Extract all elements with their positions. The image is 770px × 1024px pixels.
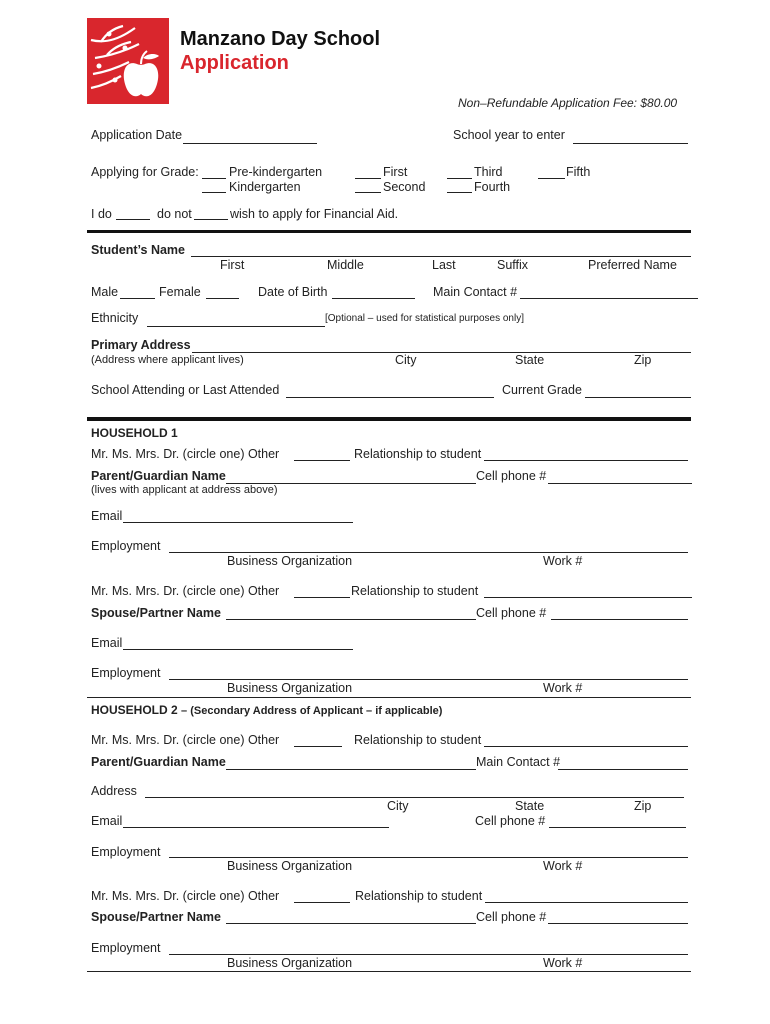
doc-title: Application: [180, 52, 289, 74]
grade-fifth-blank[interactable]: [538, 178, 565, 179]
h2-pg-name-field[interactable]: [226, 769, 476, 770]
grade-first-label: First: [383, 165, 408, 179]
grade-prek-blank[interactable]: [202, 178, 226, 179]
grade-first-blank[interactable]: [355, 178, 381, 179]
grade-fifth-label: Fifth: [566, 165, 591, 179]
grade-third-label: Third: [474, 165, 503, 179]
h1-spouse-cell-field[interactable]: [551, 619, 688, 620]
school-year-field[interactable]: [573, 143, 688, 144]
h1-spouse-name-label: Spouse/Partner Name: [91, 606, 221, 620]
h1-pg-name-label: Parent/Guardian Name: [91, 469, 226, 483]
h2-spouse-cell-label: Cell phone #: [476, 910, 547, 924]
grade-k-blank[interactable]: [202, 192, 226, 193]
h2-spouse-relationship-field[interactable]: [485, 902, 688, 903]
h2-spouse-name-label: Spouse/Partner Name: [91, 910, 221, 924]
h1-relationship-label: Relationship to student: [354, 447, 482, 461]
ethnicity-label: Ethnicity: [91, 311, 139, 325]
school-name: Manzano Day School: [180, 28, 381, 50]
h1-spouse-name-field[interactable]: [226, 619, 476, 620]
address-city-caption: City: [395, 353, 417, 367]
h1-relationship-field[interactable]: [484, 460, 688, 461]
current-grade-field[interactable]: [585, 397, 691, 398]
h2-email-field[interactable]: [123, 827, 389, 828]
h2-email-label: Email: [91, 814, 123, 828]
male-blank[interactable]: [120, 298, 155, 299]
h1-spouse-employment-field[interactable]: [169, 679, 688, 680]
dob-label: Date of Birth: [258, 285, 328, 299]
h1-cell-field[interactable]: [548, 483, 692, 484]
address-zip-caption: Zip: [634, 353, 652, 367]
school-attending-field[interactable]: [286, 397, 494, 398]
h1-spouse-email-label: Email: [91, 636, 123, 650]
grade-second-blank[interactable]: [355, 192, 381, 193]
h1-email-field[interactable]: [123, 522, 353, 523]
h1-employment-label: Employment: [91, 539, 161, 553]
current-grade-label: Current Grade: [502, 383, 582, 397]
financial-aid-do-blank[interactable]: [116, 219, 150, 220]
financial-aid-donot: do not: [157, 207, 192, 221]
school-logo: [87, 18, 169, 104]
applying-grade-label: Applying for Grade:: [91, 165, 199, 179]
primary-address-label: Primary Address: [91, 338, 191, 352]
financial-aid-wish: wish to apply for Financial Aid.: [230, 207, 399, 221]
household2-heading: [91, 704, 442, 717]
h2-spouse-employment-label: Employment: [91, 941, 161, 955]
student-name-label: Student’s Name: [91, 243, 186, 257]
dob-field[interactable]: [332, 298, 415, 299]
h1-spouse-work-caption: Work #: [543, 681, 583, 695]
h2-spouse-other-field[interactable]: [294, 902, 350, 903]
name-suffix-caption: Suffix: [497, 258, 529, 272]
household2-note: – (Secondary Address of Applicant – if applicable): [181, 705, 443, 717]
financial-aid-ido: I do: [91, 207, 112, 221]
h2-biz-org-caption: Business Organization: [227, 859, 353, 873]
grade-second-label: Second: [383, 180, 426, 194]
h2-spouse-name-field[interactable]: [226, 923, 476, 924]
grade-prek-label: Pre-kindergarten: [229, 165, 323, 179]
h2-address-field[interactable]: [145, 797, 684, 798]
h1-lives-note: (lives with applicant at address above): [91, 484, 278, 496]
school-year-label: School year to enter: [453, 128, 565, 142]
h2-state-caption: State: [515, 799, 545, 813]
h1-spouse-email-field[interactable]: [123, 649, 353, 650]
female-blank[interactable]: [206, 298, 239, 299]
h2-relationship-field[interactable]: [484, 746, 688, 747]
h2-other-field[interactable]: [294, 746, 342, 747]
h2-spouse-employment-field[interactable]: [169, 954, 688, 955]
h1-biz-org-caption: Business Organization: [227, 554, 353, 568]
h2-employment-field[interactable]: [169, 857, 688, 858]
application-fee: Non–Refundable Application Fee: $80.00: [458, 96, 678, 110]
grade-third-blank[interactable]: [447, 178, 472, 179]
primary-address-field[interactable]: [192, 352, 691, 353]
h2-spouse-titles: Mr. Ms. Mrs. Dr. (circle one) Other: [91, 889, 280, 903]
h2-pg-name-label: Parent/Guardian Name: [91, 755, 226, 769]
h2-main-contact-field[interactable]: [558, 769, 688, 770]
h1-cell-label: Cell phone #: [476, 469, 547, 483]
section-divider: [87, 230, 691, 233]
school-attending-label: School Attending or Last Attended: [91, 383, 280, 397]
grade-fourth-label: Fourth: [474, 180, 511, 194]
section-divider: [87, 417, 691, 421]
h2-spouse-cell-field[interactable]: [548, 923, 688, 924]
h2-relationship-label: Relationship to student: [354, 733, 482, 747]
application-date-label: Application Date: [91, 128, 183, 142]
main-contact-label: Main Contact #: [433, 285, 518, 299]
h2-city-caption: City: [387, 799, 409, 813]
name-preferred-caption: Preferred Name: [588, 258, 677, 272]
primary-address-note: (Address where applicant lives): [91, 354, 244, 366]
h1-spouse-cell-label: Cell phone #: [476, 606, 547, 620]
main-contact-field[interactable]: [520, 298, 698, 299]
student-name-field[interactable]: [191, 256, 691, 257]
household-divider: [87, 697, 691, 698]
household1-heading: HOUSEHOLD 1: [91, 426, 178, 440]
h2-main-contact-label: Main Contact #: [476, 755, 561, 769]
h2-employment-label: Employment: [91, 845, 161, 859]
ethnicity-note: [Optional – used for statistical purposes only]: [325, 313, 524, 324]
h1-work-caption: Work #: [543, 554, 583, 568]
h2-cell-field[interactable]: [549, 827, 686, 828]
h2-address-label: Address: [91, 784, 137, 798]
footer-line: [87, 971, 691, 972]
household2-title: HOUSEHOLD 2: [91, 703, 178, 717]
grade-k-label: Kindergarten: [229, 180, 301, 194]
h2-work-caption: Work #: [543, 859, 583, 873]
grade-fourth-blank[interactable]: [447, 192, 472, 193]
h1-spouse-relationship-field[interactable]: [484, 597, 692, 598]
ethnicity-field[interactable]: [147, 326, 325, 327]
h2-spouse-work-caption: Work #: [543, 956, 583, 970]
h1-spouse-relationship-label: Relationship to student: [351, 584, 479, 598]
h1-email-label: Email: [91, 509, 123, 523]
h1-titles: Mr. Ms. Mrs. Dr. (circle one) Other: [91, 447, 280, 461]
male-label: Male: [91, 285, 119, 299]
apple-tree-icon: [87, 18, 169, 104]
h1-spouse-employment-label: Employment: [91, 666, 161, 680]
name-last-caption: Last: [432, 258, 456, 272]
address-state-caption: State: [515, 353, 545, 367]
financial-aid-donot-blank[interactable]: [194, 219, 228, 220]
h1-employment-field[interactable]: [169, 552, 688, 553]
name-first-caption: First: [220, 258, 245, 272]
application-date-field[interactable]: [183, 143, 317, 144]
h2-titles: Mr. Ms. Mrs. Dr. (circle one) Other: [91, 733, 280, 747]
h1-spouse-other-field[interactable]: [294, 597, 350, 598]
h2-spouse-biz-org-caption: Business Organization: [227, 956, 353, 970]
h2-zip-caption: Zip: [634, 799, 652, 813]
h1-other-field[interactable]: [294, 460, 350, 461]
h2-spouse-relationship-label: Relationship to student: [355, 889, 483, 903]
female-label: Female: [159, 285, 201, 299]
h1-spouse-titles: Mr. Ms. Mrs. Dr. (circle one) Other: [91, 584, 280, 598]
name-middle-caption: Middle: [327, 258, 364, 272]
h2-cell-label: Cell phone #: [475, 814, 546, 828]
h1-spouse-biz-org-caption: Business Organization: [227, 681, 353, 695]
